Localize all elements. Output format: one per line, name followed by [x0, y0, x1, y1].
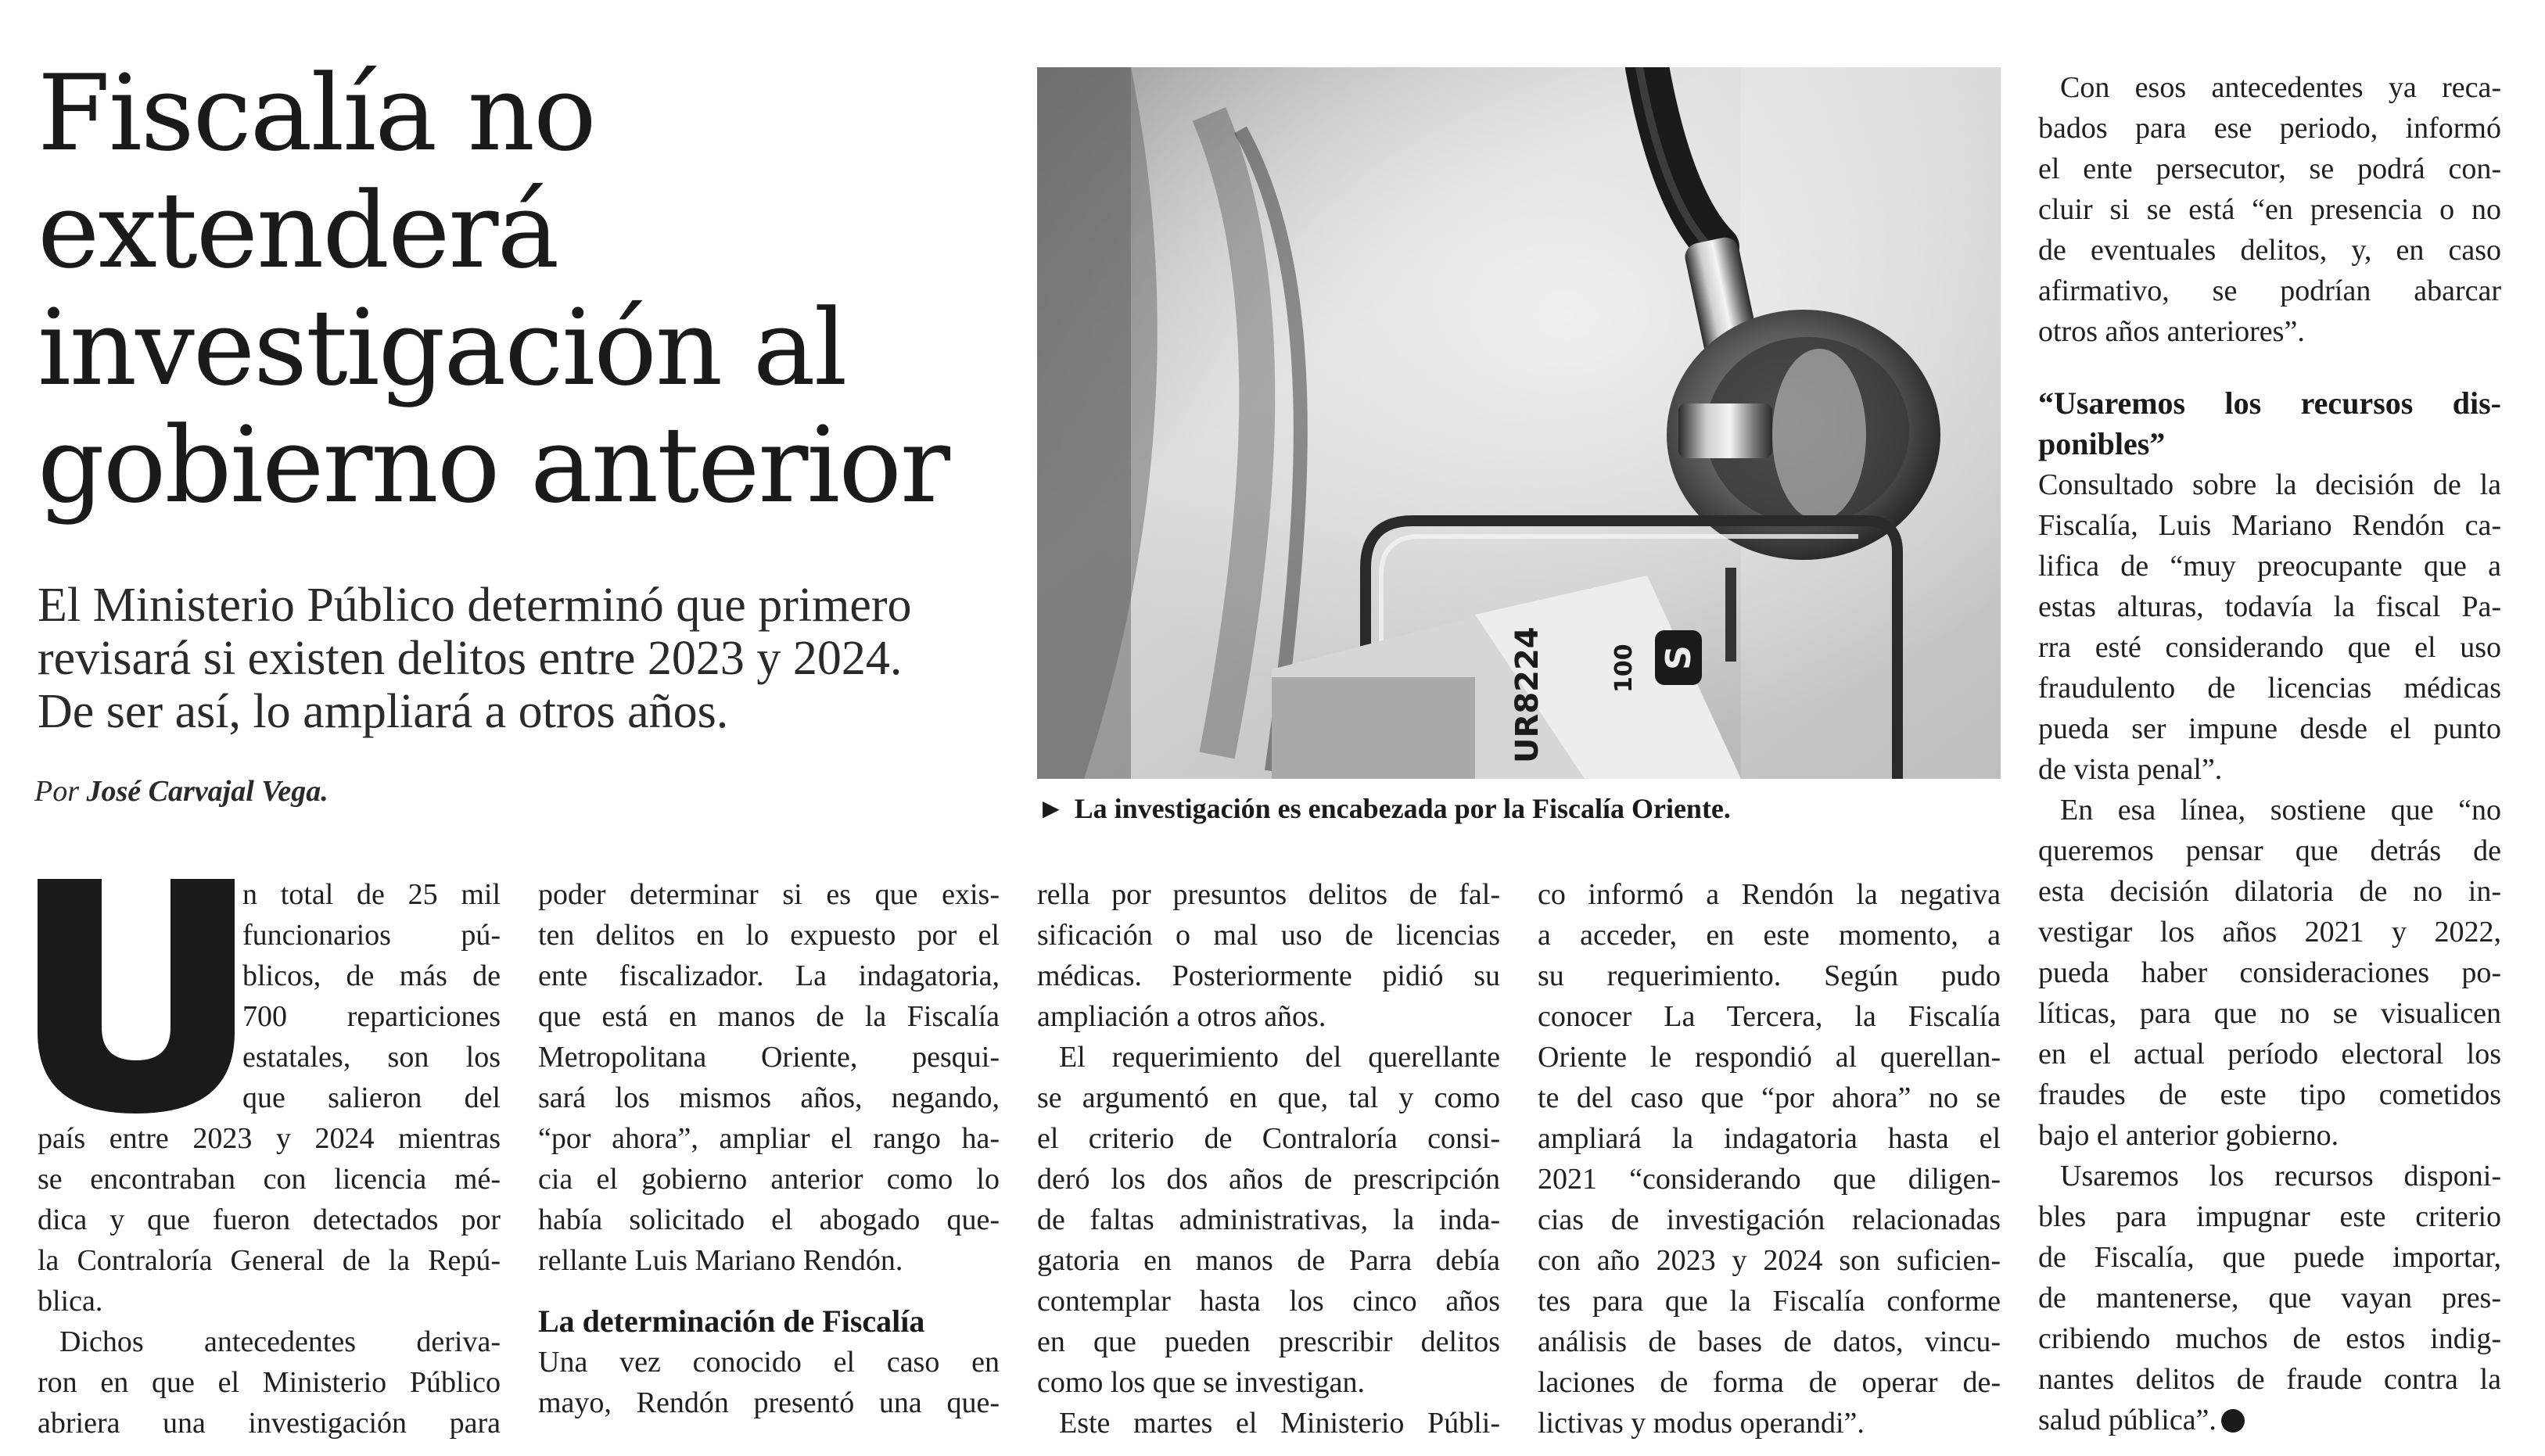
text-line: fraudes de este tipo cometidos [2038, 1078, 2501, 1111]
text-line: el ente persecutor, se podrá con- [2038, 152, 2501, 185]
text-line: lictivas y modus operandi”. [1538, 1407, 1865, 1440]
text-line: sificación o mal uso de licencias [1037, 919, 1500, 952]
deck-line: revisará si existen delitos entre 2023 y 2024. [38, 632, 903, 685]
text-line: El requerimiento del querellante [1059, 1041, 1500, 1074]
paragraph [2038, 464, 2501, 790]
text-line: la Contraloría General de la Repú- [38, 1244, 501, 1277]
paragraph [538, 874, 1000, 1281]
paragraph [1037, 874, 1500, 1037]
text-line: Este martes el Ministerio Públi- [1059, 1407, 1500, 1440]
byline-prefix: Por [34, 775, 79, 808]
photo-caption [1037, 791, 2007, 826]
paragraph [2038, 1156, 2501, 1440]
text-line: “por ahora”, ampliar el rango ha- [538, 1122, 1000, 1155]
text-line: te del caso que “por ahora” no se [1538, 1081, 2001, 1114]
text-line: co informó a Rendón la negativa [1538, 878, 2001, 911]
text-line: estas alturas, todavía la fiscal Pa- [2038, 590, 2501, 623]
text-line: rella por presuntos delitos de fal- [1037, 878, 1500, 911]
text-line: Con esos antecedentes ya reca- [2060, 71, 2501, 104]
text-line: con año 2023 y 2024 son suficien- [1538, 1244, 2001, 1277]
byline-author: José Carvajal Vega. [86, 775, 328, 808]
text-line: se argumentó en que, tal y como [1037, 1081, 1500, 1114]
text-line: rellante Luis Mariano Rendón. [538, 1244, 903, 1277]
text-line: blicos, de más de [242, 959, 501, 992]
text-line: poder determinar si es que exis- [538, 878, 1000, 911]
text-line-end: salud pública”. [2038, 1404, 2217, 1436]
text-line: había solicitado el abogado que- [538, 1203, 1000, 1236]
caption-text: La investigación es encabezada por la Fiscalía Oriente. [1074, 793, 1731, 824]
text-line: mayo, Rendón presentó una que- [538, 1386, 1000, 1419]
text-line: de Fiscalía, que puede importar, [2038, 1241, 2501, 1274]
text-line: vestigar los años 2021 y 2022, [2038, 916, 2501, 949]
text-line: el criterio de Contraloría consi- [1037, 1122, 1500, 1155]
box-letter-text: S [1659, 645, 1699, 670]
body-column-1 [38, 874, 501, 1443]
deck-line: El Ministerio Público determinó que primero [38, 579, 912, 632]
body-column-4 [1538, 874, 2001, 1443]
caption-arrow-icon: ► [1037, 793, 1065, 824]
deck-line: De ser así, lo ampliará a otros años. [38, 685, 729, 738]
text-line: que salieron del [242, 1081, 501, 1114]
text-line: de eventuales delitos, y, en caso [2038, 234, 2501, 267]
box-code-text: UR8224 [1509, 626, 1545, 763]
text-line: Dichos antecedentes deriva- [59, 1325, 501, 1358]
text-line: que está en manos de la Fiscalía [538, 1000, 1000, 1033]
text-line: queremos pensar que detrás de [2038, 834, 2501, 867]
text-line: de faltas administrativas, la inda- [1037, 1203, 1500, 1236]
text-line: contemplar hasta los cinco años [1037, 1285, 1500, 1318]
text-line: tes para que la Fiscalía conforme [1538, 1285, 2001, 1318]
text-line: nantes delitos de fraude contra la [2038, 1363, 2501, 1396]
text-line: En esa línea, sostiene que “no [2060, 794, 2501, 827]
text-line: deró los dos años de prescripción [1037, 1163, 1500, 1196]
text-line: Consultado sobre la decisión de la [2038, 468, 2501, 501]
paragraph [2038, 67, 2501, 352]
text-line: blica. [38, 1285, 103, 1318]
text-line: Fiscalía, Luis Mariano Rendón ca- [2038, 509, 2501, 542]
text-line: estatales, son los [242, 1041, 501, 1074]
spacer [2038, 352, 2501, 383]
end-of-article-icon [2221, 1409, 2245, 1433]
text-line: ron en que el Ministerio Público [38, 1366, 501, 1399]
text-line: laciones de forma de operar de- [1538, 1366, 2001, 1399]
text-line: lifica de “muy preocupante que a [2038, 550, 2501, 583]
body-column-3 [1037, 874, 1500, 1443]
text-line: cribiendo muchos de estos indig- [2038, 1322, 2501, 1355]
paragraph [38, 1322, 501, 1443]
text-line: cluir si se está “en presencia o no [2038, 193, 2501, 226]
subhead-determinacion [538, 1301, 1000, 1342]
text-line: conocer La Tercera, la Fiscalía [1538, 1000, 2001, 1033]
box-number-text: 100 [1610, 644, 1638, 693]
text-line: bados para ese periodo, informó [2038, 112, 2501, 145]
text-line: líticas, para que no se visualicen [2038, 997, 2501, 1030]
text-line: se encontraban con licencia mé- [38, 1163, 501, 1196]
text-line: ten delitos en lo expuesto por el [538, 919, 1000, 952]
headline-line: extenderá [38, 170, 558, 292]
subhead-text: La determinación de Fiscalía [538, 1304, 925, 1339]
paragraph [1538, 874, 2001, 1443]
subhead-text: ponibles” [2038, 426, 2166, 461]
text-line: a acceder, en este momento, a [1538, 919, 2001, 952]
text-line: funcionarios pú- [242, 919, 501, 952]
text-line: ampliación a otros años. [1037, 1000, 1326, 1033]
text-line: rra esté considerando que el uso [2038, 631, 2501, 664]
paragraph [38, 874, 501, 1322]
text-line: Oriente le respondió al querellan- [1538, 1041, 2001, 1074]
spacer [538, 1281, 1000, 1301]
subhead-text: “Usaremos los recursos dis- [2038, 386, 2501, 421]
text-line: en que pueden prescribir delitos [1037, 1325, 1500, 1358]
headline-line: investigación al [38, 287, 846, 409]
text-line: ampliará la indagatoria hasta el [1538, 1122, 2001, 1155]
text-line: afirmativo, se podrían abarcar [2038, 274, 2501, 307]
stethoscope-photo-illustration [1037, 67, 2001, 779]
text-line: Una vez conocido el caso en [538, 1346, 1000, 1379]
text-line: sará los mismos años, negando, [538, 1081, 1000, 1114]
text-line: pueda ser impune desde el punto [2038, 712, 2501, 745]
text-line: como los que se investigan. [1037, 1366, 1365, 1399]
deck [38, 579, 1015, 738]
text-line: cia el gobierno anterior como lo [538, 1163, 1000, 1196]
paragraph [538, 1342, 1000, 1423]
text-line: cias de investigación relacionadas [1538, 1203, 2001, 1236]
text-line: su requerimiento. Según pudo [1538, 959, 2001, 992]
headline-line: gobierno anterior [38, 404, 949, 526]
paragraph [2038, 790, 2501, 1156]
text-line: en el actual período electoral los [2038, 1038, 2501, 1070]
byline [34, 774, 328, 809]
body-column-5 [2038, 67, 2501, 1440]
headline-line: Fiscalía no [38, 52, 595, 174]
text-line: ente fiscalizador. La indagatoria, [538, 959, 1000, 992]
text-line: bajo el anterior gobierno. [2038, 1119, 2339, 1152]
text-line: n total de 25 mil [242, 878, 501, 911]
paragraph [1037, 1037, 1500, 1403]
text-line: gatoria en manos de Parra debía [1037, 1244, 1500, 1277]
text-line: bles para impugnar este criterio [2038, 1200, 2501, 1233]
text-line: esta decisión dilatoria de no in- [2038, 875, 2501, 908]
text-line [2038, 1400, 2501, 1440]
text-line: Metropolitana Oriente, pesqui- [538, 1041, 1000, 1074]
text-line: dica y que fueron detectados por [38, 1203, 501, 1236]
text-line: pueda haber consideraciones po- [2038, 956, 2501, 989]
body-column-2 [538, 874, 1000, 1423]
text-line: de vista penal”. [2038, 753, 2223, 786]
text-line: análisis de bases de datos, vincu- [1538, 1325, 2001, 1358]
text-line: fraudulento de licencias médicas [2038, 672, 2501, 705]
headline [38, 52, 1000, 526]
text-line: 2021 “considerando que diligen- [1538, 1163, 2001, 1196]
article-photo [1037, 67, 2001, 779]
paragraph [1037, 1403, 1500, 1443]
text-line: Usaremos los recursos disponi- [2060, 1160, 2501, 1192]
text-line: 700 reparticiones [242, 1000, 501, 1033]
text-line: médicas. Posteriormente pidió su [1037, 959, 1500, 992]
text-line: país entre 2023 y 2024 mientras [38, 1122, 501, 1155]
subhead-usaremos [2038, 383, 2501, 464]
text-line: otros años anteriores”. [2038, 315, 2305, 348]
text-line: de mantenerse, que vayan pres- [2038, 1282, 2501, 1314]
text-line: abriera una investigación para [38, 1407, 501, 1440]
